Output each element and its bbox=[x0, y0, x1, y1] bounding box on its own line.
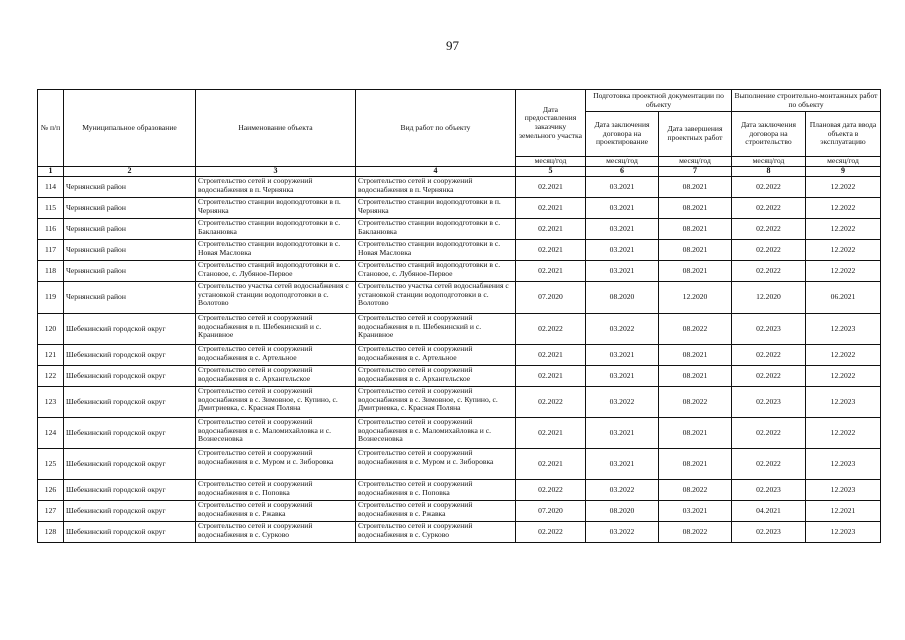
object-name-cell: Строительство станции водоподготовки в п. Чернянка bbox=[196, 198, 356, 219]
commission-date-cell: 12.2023 bbox=[806, 480, 881, 501]
header-object: Наименование объекта bbox=[196, 90, 356, 167]
work-type-cell: Строительство сетей и сооружений водоснабжения в п. Чернянка bbox=[356, 177, 516, 198]
build-contract-cell: 02.2022 bbox=[732, 418, 806, 449]
design-end-cell: 08.2021 bbox=[659, 261, 732, 282]
column-number: 5 bbox=[516, 167, 586, 177]
column-number: 3 bbox=[196, 167, 356, 177]
land-date-cell: 02.2021 bbox=[516, 219, 586, 240]
municipality-cell: Чернянский район bbox=[64, 219, 196, 240]
header-municipality: Муниципальное образование bbox=[64, 90, 196, 167]
commission-date-cell: 12.2022 bbox=[806, 219, 881, 240]
land-date-cell: 02.2021 bbox=[516, 449, 586, 480]
table-row bbox=[38, 261, 881, 282]
row-number: 118 bbox=[38, 261, 64, 282]
commission-date-cell: 12.2022 bbox=[806, 198, 881, 219]
header-design-contract: Дата заключения договора на проектирование bbox=[586, 112, 659, 157]
row-number: 123 bbox=[38, 387, 64, 418]
design-end-cell: 08.2021 bbox=[659, 449, 732, 480]
table-row bbox=[38, 198, 881, 219]
commission-date-cell: 12.2022 bbox=[806, 345, 881, 366]
land-date-cell: 02.2021 bbox=[516, 177, 586, 198]
work-type-cell: Строительство сетей и сооружений водоснабжения в с. Муром и с. Зиборовка bbox=[356, 449, 516, 480]
design-contract-cell: 03.2021 bbox=[586, 219, 659, 240]
municipality-cell: Шебекинский городской округ bbox=[64, 449, 196, 480]
municipality-cell: Чернянский район bbox=[64, 177, 196, 198]
row-number: 125 bbox=[38, 449, 64, 480]
table-row bbox=[38, 480, 881, 501]
column-number: 4 bbox=[356, 167, 516, 177]
row-number: 114 bbox=[38, 177, 64, 198]
object-name-cell: Строительство станции водоподготовки в с. Бакланювка bbox=[196, 219, 356, 240]
municipality-cell: Шебекинский городской округ bbox=[64, 345, 196, 366]
column-number: 1 bbox=[38, 167, 64, 177]
design-end-cell: 08.2022 bbox=[659, 480, 732, 501]
build-contract-cell: 04.2021 bbox=[732, 501, 806, 522]
design-contract-cell: 08.2020 bbox=[586, 501, 659, 522]
table-row bbox=[38, 366, 881, 387]
table-row bbox=[38, 177, 881, 198]
work-type-cell: Строительство сетей и сооружений водоснабжения в с. Артельное bbox=[356, 345, 516, 366]
commission-date-cell: 12.2022 bbox=[806, 240, 881, 261]
header-land-date: Дата предоставления заказчику земельного участка bbox=[516, 90, 586, 157]
object-name-cell: Строительство сетей и сооружений водоснабжения в с. Зимовное, с. Купино, с. Дмитриевка, с. Красная Поляна bbox=[196, 387, 356, 418]
header-unit: месяц/год bbox=[586, 157, 659, 167]
design-contract-cell: 03.2021 bbox=[586, 198, 659, 219]
work-type-cell: Строительство сетей и сооружений водоснабжения в с. Сурково bbox=[356, 522, 516, 543]
object-name-cell: Строительство сетей и сооружений водоснабжения в с. Архангельское bbox=[196, 366, 356, 387]
design-contract-cell: 03.2021 bbox=[586, 449, 659, 480]
build-contract-cell: 02.2023 bbox=[732, 480, 806, 501]
design-contract-cell: 03.2021 bbox=[586, 418, 659, 449]
row-number: 117 bbox=[38, 240, 64, 261]
municipality-cell: Чернянский район bbox=[64, 282, 196, 314]
table-row bbox=[38, 418, 881, 449]
header-unit: месяц/год bbox=[732, 157, 806, 167]
commission-date-cell: 12.2022 bbox=[806, 366, 881, 387]
municipality-cell: Чернянский район bbox=[64, 261, 196, 282]
header-unit: месяц/год bbox=[516, 157, 586, 167]
commission-date-cell: 12.2022 bbox=[806, 418, 881, 449]
municipality-cell: Шебекинский городской округ bbox=[64, 418, 196, 449]
row-number: 128 bbox=[38, 522, 64, 543]
row-number: 120 bbox=[38, 314, 64, 345]
work-type-cell: Строительство сетей и сооружений водоснабжения в с. Архангельское bbox=[356, 366, 516, 387]
land-date-cell: 02.2022 bbox=[516, 522, 586, 543]
row-number: 127 bbox=[38, 501, 64, 522]
header-work-type: Вид работ по объекту bbox=[356, 90, 516, 167]
design-end-cell: 08.2021 bbox=[659, 177, 732, 198]
header-design-group: Подготовка проектной документации по объекту bbox=[586, 90, 732, 112]
design-contract-cell: 03.2021 bbox=[586, 177, 659, 198]
column-number: 9 bbox=[806, 167, 881, 177]
land-date-cell: 02.2021 bbox=[516, 418, 586, 449]
column-number: 8 bbox=[732, 167, 806, 177]
commission-date-cell: 06.2021 bbox=[806, 282, 881, 314]
design-contract-cell: 08.2020 bbox=[586, 282, 659, 314]
column-number: 2 bbox=[64, 167, 196, 177]
land-date-cell: 07.2020 bbox=[516, 501, 586, 522]
commission-date-cell: 12.2022 bbox=[806, 261, 881, 282]
object-name-cell: Строительство сетей и сооружений водоснабжения в с. Сурково bbox=[196, 522, 356, 543]
table-row bbox=[38, 240, 881, 261]
row-number: 124 bbox=[38, 418, 64, 449]
design-end-cell: 08.2021 bbox=[659, 366, 732, 387]
build-contract-cell: 02.2023 bbox=[732, 387, 806, 418]
build-contract-cell: 02.2023 bbox=[732, 314, 806, 345]
table-row bbox=[38, 387, 881, 418]
table-body bbox=[38, 177, 881, 543]
land-date-cell: 07.2020 bbox=[516, 282, 586, 314]
work-type-cell: Строительство станций водоподготовки в с. Становое, с. Лубяное-Первое bbox=[356, 261, 516, 282]
municipality-cell: Шебекинский городской округ bbox=[64, 501, 196, 522]
work-type-cell: Строительство сетей и сооружений водоснабжения в с. Маломихайловка и с. Вознесеновка bbox=[356, 418, 516, 449]
land-date-cell: 02.2021 bbox=[516, 261, 586, 282]
work-type-cell: Строительство станции водоподготовки в п. Чернянка bbox=[356, 198, 516, 219]
table-header bbox=[38, 90, 881, 177]
land-date-cell: 02.2021 bbox=[516, 366, 586, 387]
design-contract-cell: 03.2021 bbox=[586, 261, 659, 282]
object-name-cell: Строительство сетей и сооружений водоснабжения в с. Муром и с. Зиборовка bbox=[196, 449, 356, 480]
commission-date-cell: 12.2023 bbox=[806, 522, 881, 543]
work-type-cell: Строительство сетей и сооружений водоснабжения в с. Поповка bbox=[356, 480, 516, 501]
municipality-cell: Шебекинский городской округ bbox=[64, 387, 196, 418]
design-end-cell: 08.2021 bbox=[659, 198, 732, 219]
header-unit: месяц/год bbox=[659, 157, 732, 167]
municipality-cell: Чернянский район bbox=[64, 198, 196, 219]
row-number: 115 bbox=[38, 198, 64, 219]
land-date-cell: 02.2022 bbox=[516, 387, 586, 418]
commission-date-cell: 12.2023 bbox=[806, 387, 881, 418]
work-type-cell: Строительство участка сетей водоснабжения с установкой станции водоподготовки в с. Волотово bbox=[356, 282, 516, 314]
design-end-cell: 12.2020 bbox=[659, 282, 732, 314]
build-contract-cell: 02.2022 bbox=[732, 219, 806, 240]
build-contract-cell: 12.2020 bbox=[732, 282, 806, 314]
table-row bbox=[38, 501, 881, 522]
object-name-cell: Строительство сетей и сооружений водоснабжения в с. Ржавка bbox=[196, 501, 356, 522]
land-date-cell: 02.2021 bbox=[516, 240, 586, 261]
design-contract-cell: 03.2022 bbox=[586, 387, 659, 418]
municipality-cell: Шебекинский городской округ bbox=[64, 522, 196, 543]
design-end-cell: 08.2021 bbox=[659, 345, 732, 366]
build-contract-cell: 02.2022 bbox=[732, 366, 806, 387]
row-number: 121 bbox=[38, 345, 64, 366]
commission-date-cell: 12.2021 bbox=[806, 501, 881, 522]
object-name-cell: Строительство сетей и сооружений водоснабжения в с. Маломихайловка и с. Вознесеновка bbox=[196, 418, 356, 449]
design-end-cell: 08.2021 bbox=[659, 240, 732, 261]
object-name-cell: Строительство участка сетей водоснабжения с установкой станции водоподготовки в с. Волотово bbox=[196, 282, 356, 314]
row-number: 116 bbox=[38, 219, 64, 240]
municipality-cell: Шебекинский городской округ bbox=[64, 314, 196, 345]
build-contract-cell: 02.2023 bbox=[732, 522, 806, 543]
land-date-cell: 02.2022 bbox=[516, 314, 586, 345]
design-contract-cell: 03.2022 bbox=[586, 480, 659, 501]
build-contract-cell: 02.2022 bbox=[732, 449, 806, 480]
design-end-cell: 08.2022 bbox=[659, 387, 732, 418]
build-contract-cell: 02.2022 bbox=[732, 177, 806, 198]
object-name-cell: Строительство станций водоподготовки в с. Становое, с. Лубяное-Первое bbox=[196, 261, 356, 282]
build-contract-cell: 02.2022 bbox=[732, 240, 806, 261]
table-row bbox=[38, 345, 881, 366]
header-build-group: Выполнение строительно-монтажных работ по объекту bbox=[732, 90, 881, 112]
municipality-cell: Шебекинский городской округ bbox=[64, 480, 196, 501]
municipality-cell: Чернянский район bbox=[64, 240, 196, 261]
column-number: 7 bbox=[659, 167, 732, 177]
commission-date-cell: 12.2023 bbox=[806, 314, 881, 345]
object-name-cell: Строительство станции водоподготовки в с. Новая Масловка bbox=[196, 240, 356, 261]
work-type-cell: Строительство сетей и сооружений водоснабжения в п. Шебекинский и с. Кранивное bbox=[356, 314, 516, 345]
row-number: 126 bbox=[38, 480, 64, 501]
row-number: 119 bbox=[38, 282, 64, 314]
commission-date-cell: 12.2023 bbox=[806, 449, 881, 480]
design-contract-cell: 03.2021 bbox=[586, 366, 659, 387]
row-number: 122 bbox=[38, 366, 64, 387]
header-commission: Плановая дата ввода объекта в эксплуатацию bbox=[806, 112, 881, 157]
design-contract-cell: 03.2021 bbox=[586, 345, 659, 366]
land-date-cell: 02.2021 bbox=[516, 345, 586, 366]
work-type-cell: Строительство сетей и сооружений водоснабжения в с. Ржавка bbox=[356, 501, 516, 522]
land-date-cell: 02.2022 bbox=[516, 480, 586, 501]
design-contract-cell: 03.2021 bbox=[586, 240, 659, 261]
table-row bbox=[38, 282, 881, 314]
object-name-cell: Строительство сетей и сооружений водоснабжения в п. Шебекинский и с. Кранивное bbox=[196, 314, 356, 345]
table-row bbox=[38, 449, 881, 480]
table-row bbox=[38, 219, 881, 240]
design-contract-cell: 03.2022 bbox=[586, 314, 659, 345]
object-name-cell: Строительство сетей и сооружений водоснабжения в п. Чернянка bbox=[196, 177, 356, 198]
build-contract-cell: 02.2022 bbox=[732, 198, 806, 219]
schedule-table bbox=[37, 89, 881, 543]
header-num: № п/п bbox=[38, 90, 64, 167]
table-row bbox=[38, 522, 881, 543]
design-end-cell: 08.2021 bbox=[659, 219, 732, 240]
design-contract-cell: 03.2022 bbox=[586, 522, 659, 543]
municipality-cell: Шебекинский городской округ bbox=[64, 366, 196, 387]
header-build-contract: Дата заключения договора на строительство bbox=[732, 112, 806, 157]
work-type-cell: Строительство станции водоподготовки в с. Бакланювка bbox=[356, 219, 516, 240]
design-end-cell: 03.2021 bbox=[659, 501, 732, 522]
work-type-cell: Строительство станции водоподготовки в с. Новая Масловка bbox=[356, 240, 516, 261]
page-number: 97 bbox=[446, 38, 459, 53]
build-contract-cell: 02.2022 bbox=[732, 261, 806, 282]
build-contract-cell: 02.2022 bbox=[732, 345, 806, 366]
design-end-cell: 08.2022 bbox=[659, 314, 732, 345]
work-type-cell: Строительство сетей и сооружений водоснабжения в с. Зимовное, с. Купино, с. Дмитриевка, с. Красная Поляна bbox=[356, 387, 516, 418]
object-name-cell: Строительство сетей и сооружений водоснабжения в с. Поповка bbox=[196, 480, 356, 501]
land-date-cell: 02.2021 bbox=[516, 198, 586, 219]
table-row bbox=[38, 314, 881, 345]
object-name-cell: Строительство сетей и сооружений водоснабжения в с. Артельное bbox=[196, 345, 356, 366]
header-design-end: Дата завершения проектных работ bbox=[659, 112, 732, 157]
header-unit: месяц/год bbox=[806, 157, 881, 167]
design-end-cell: 08.2022 bbox=[659, 522, 732, 543]
design-end-cell: 08.2021 bbox=[659, 418, 732, 449]
column-number: 6 bbox=[586, 167, 659, 177]
commission-date-cell: 12.2022 bbox=[806, 177, 881, 198]
